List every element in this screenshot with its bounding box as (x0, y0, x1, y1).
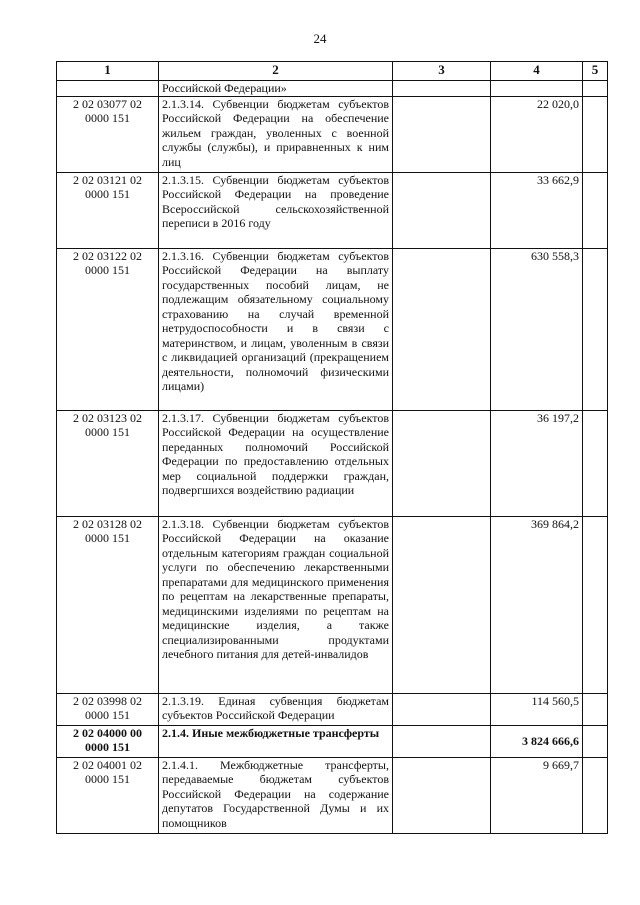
row-amount: 9 669,7 (491, 757, 583, 833)
table-row (57, 757, 608, 833)
row-col3 (393, 172, 491, 248)
table-row (57, 693, 608, 725)
row-amount: 369 864,2 (491, 516, 583, 693)
row-name: 2.1.3.16. Субвенции бюджетам субъектов Российской Федерации на выплату государственных пособий лицам, не подлежащим обязательному социальному страхованию на случай временной нетрудоспособности и в связи с материнством, и лицам, уволенным в связи с ликвидацией организаций (прекращением деятельности, полномочий физическими лицами) (159, 248, 393, 410)
row-code: 2 02 03122 02 0000 151 (57, 248, 159, 410)
budget-table (56, 61, 608, 834)
table-row (57, 410, 608, 516)
header-col-5: 5 (583, 62, 608, 81)
row-name: Российской Федерации» (159, 81, 393, 97)
row-code: 2 02 03998 02 0000 151 (57, 693, 159, 725)
row-amount: 22 020,0 (491, 96, 583, 172)
page-number: 24 (313, 31, 327, 46)
row-code: 2 02 03121 02 0000 151 (57, 172, 159, 248)
header-col-3: 3 (393, 62, 491, 81)
row-amount: 33 662,9 (491, 172, 583, 248)
row-code (57, 81, 159, 97)
row-amount: 114 560,5 (491, 693, 583, 725)
row-col3 (393, 81, 491, 97)
row-name: 2.1.3.15. Субвенции бюджетам субъектов Российской Федерации на проведение Всероссийской сельскохозяйственной переписи в 2016 году (159, 172, 393, 248)
row-code: 2 02 03123 02 0000 151 (57, 410, 159, 516)
row-col5 (583, 410, 608, 516)
row-code: 2 02 04000 00 0000 151 (57, 725, 159, 757)
table-row (57, 516, 608, 693)
table-row (57, 248, 608, 410)
row-col5 (583, 725, 608, 757)
row-amount: 630 558,3 (491, 248, 583, 410)
row-amount (491, 81, 583, 97)
row-col3 (393, 725, 491, 757)
table-row (57, 725, 608, 757)
row-col3 (393, 693, 491, 725)
header-col-1: 1 (57, 62, 159, 81)
row-code: 2 02 03128 02 0000 151 (57, 516, 159, 693)
row-col5 (583, 693, 608, 725)
row-col5 (583, 96, 608, 172)
row-name: 2.1.4.1. Межбюджетные трансферты, передаваемые бюджетам субъектов Российской Федерации на содержание депутатов Государственной Думы и их помощников (159, 757, 393, 833)
table-row (57, 96, 608, 172)
table-row (57, 172, 608, 248)
row-col3 (393, 757, 491, 833)
header-row (57, 62, 608, 81)
row-code: 2 02 03077 02 0000 151 (57, 96, 159, 172)
header-col-4: 4 (491, 62, 583, 81)
row-name: 2.1.3.17. Субвенции бюджетам субъектов Российской Федерации на осуществление переданных полномочий Российской Федерации по предоставлению отдельных мер социальной поддержки граждан, подвергшихся воздействию радиации (159, 410, 393, 516)
row-col3 (393, 248, 491, 410)
row-col3 (393, 96, 491, 172)
row-amount: 3 824 666,6 (491, 725, 583, 757)
row-col3 (393, 516, 491, 693)
row-name: 2.1.3.19. Единая субвенция бюджетам субъектов Российской Федерации (159, 693, 393, 725)
row-name: 2.1.3.18. Субвенции бюджетам субъектов Российской Федерации на оказание отдельным категориям граждан социальной услуги по обеспечению лекарственными препаратами для медицинского применения по рецептам на лекарственные препараты, медицинскими изделиями по рецептам на медицинские изделия, а также специализированными продуктами лечебного питания для детей-инвалидов (159, 516, 393, 693)
row-col5 (583, 81, 608, 97)
row-col5 (583, 516, 608, 693)
row-name: 2.1.4. Иные межбюджетные трансферты (159, 725, 393, 757)
row-col5 (583, 172, 608, 248)
row-name: 2.1.3.14. Субвенции бюджетам субъектов Российской Федерации на обеспечение жильем граждан, уволенных с военной службы (службы), и приравненных к ним лиц (159, 96, 393, 172)
row-col5 (583, 248, 608, 410)
row-col5 (583, 757, 608, 833)
row-amount: 36 197,2 (491, 410, 583, 516)
table-row (57, 81, 608, 97)
row-col3 (393, 410, 491, 516)
row-code: 2 02 04001 02 0000 151 (57, 757, 159, 833)
header-col-2: 2 (159, 62, 393, 81)
